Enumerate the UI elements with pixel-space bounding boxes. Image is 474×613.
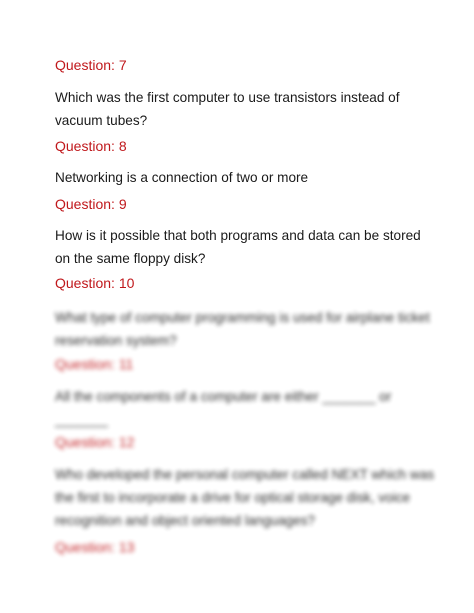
question-label: Question: 10 xyxy=(55,275,135,291)
question-text: Who developed the personal computer called NEXT which was the first to incorporate a drive for optical storage disk, voice recognition and object oriented languages? xyxy=(55,467,435,528)
question-12-body xyxy=(55,463,435,532)
question-7 xyxy=(55,56,435,74)
question-10 xyxy=(55,274,435,292)
question-label: Question: 13 xyxy=(55,539,135,555)
question-text: How is it possible that both programs and data can be stored on the same floppy disk? xyxy=(55,228,421,266)
question-9 xyxy=(55,195,435,213)
question-8 xyxy=(55,137,435,155)
question-label: Question: 7 xyxy=(55,57,127,73)
question-8-body xyxy=(55,166,435,189)
question-label: Question: 9 xyxy=(55,196,127,212)
question-10-body xyxy=(55,306,435,352)
question-9-body xyxy=(55,224,435,270)
question-text: Which was the first computer to use transistors instead of vacuum tubes? xyxy=(55,90,400,128)
question-label: Question: 12 xyxy=(55,434,135,450)
question-text: All the components of a computer are either _______ or _______ xyxy=(55,389,392,427)
question-label: Question: 8 xyxy=(55,138,127,154)
question-7-body xyxy=(55,86,435,132)
question-13 xyxy=(55,538,435,556)
question-label: Question: 11 xyxy=(55,356,134,372)
question-11-body xyxy=(55,385,435,431)
question-text: What type of computer programming is used for airplane ticket reservation system? xyxy=(55,310,430,348)
question-11 xyxy=(55,355,435,373)
question-12 xyxy=(55,433,435,451)
question-text: Networking is a connection of two or more xyxy=(55,170,309,185)
